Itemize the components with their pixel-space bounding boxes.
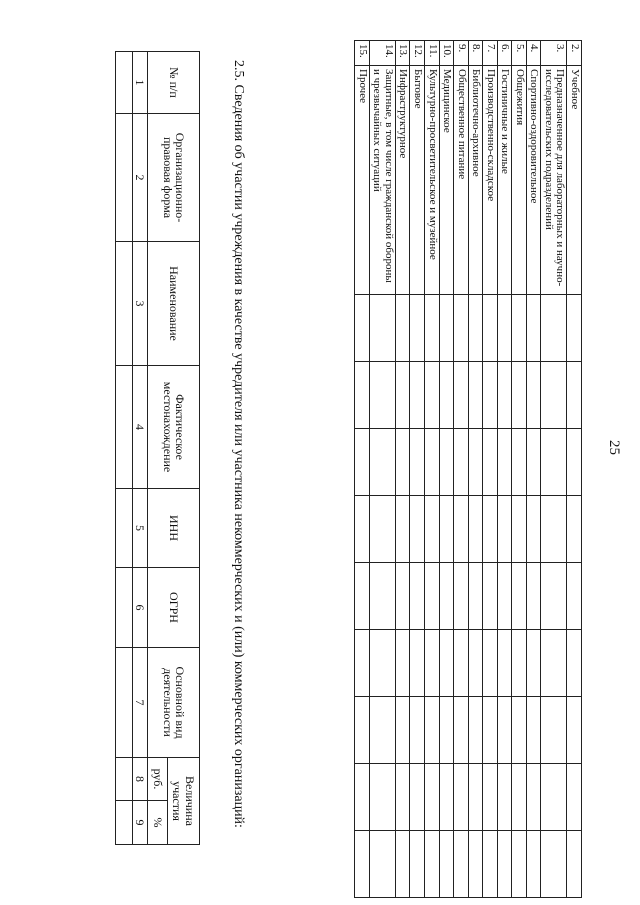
empty-cell [355, 295, 370, 362]
empty-cell [512, 764, 527, 831]
column-number-row [132, 52, 148, 845]
empty-cell [395, 496, 410, 563]
empty-cell [355, 496, 370, 563]
empty-cell [526, 697, 541, 764]
col-number: 2 [132, 114, 148, 242]
empty-cell [541, 563, 567, 630]
empty-cell [567, 831, 582, 898]
empty-cell [355, 563, 370, 630]
empty-cell [439, 764, 454, 831]
empty-cell [115, 648, 132, 758]
empty-cell [369, 362, 395, 429]
empty-cell [468, 764, 483, 831]
empty-cell [526, 362, 541, 429]
col-number: 5 [132, 489, 148, 568]
empty-cell [483, 362, 498, 429]
empty-cell [424, 496, 439, 563]
empty-cell [355, 831, 370, 898]
row-label: Культурно-просветительское и музейное [424, 66, 439, 295]
col-number: 8 [132, 758, 148, 801]
empty-cell [115, 114, 132, 242]
empty-cell [424, 362, 439, 429]
empty-cell [355, 362, 370, 429]
header-activity: Основной вид деятельности [148, 648, 200, 758]
empty-cell [439, 429, 454, 496]
empty-cell [369, 764, 395, 831]
empty-cell [439, 496, 454, 563]
empty-cell [355, 764, 370, 831]
empty-cell [395, 764, 410, 831]
empty-cell [567, 362, 582, 429]
empty-cell [454, 295, 469, 362]
usage-row [567, 41, 582, 898]
col-number: 4 [132, 366, 148, 489]
row-number: 2. [567, 41, 582, 66]
header-num: № п/п [148, 52, 200, 114]
empty-cell [483, 295, 498, 362]
empty-cell [355, 697, 370, 764]
empty-cell [454, 563, 469, 630]
empty-cell [497, 295, 512, 362]
empty-cell [115, 366, 132, 489]
row-label: Защитные, в том числе гражданской обороны и чрезвычайных ситуаций [369, 66, 395, 295]
empty-cell [512, 362, 527, 429]
empty-cell [541, 697, 567, 764]
empty-cell [497, 496, 512, 563]
empty-cell [355, 630, 370, 697]
empty-cell [468, 697, 483, 764]
row-number: 3. [541, 41, 567, 66]
empty-cell [439, 630, 454, 697]
row-label: Общественное питание [454, 66, 469, 295]
col-number: 7 [132, 648, 148, 758]
row-label: Общежития [512, 66, 527, 295]
empty-cell [424, 295, 439, 362]
empty-cell [424, 630, 439, 697]
empty-cell [454, 630, 469, 697]
usage-row [497, 41, 512, 898]
empty-cell [497, 697, 512, 764]
empty-cell [512, 831, 527, 898]
usage-table [354, 40, 582, 898]
empty-cell [439, 362, 454, 429]
usage-row [355, 41, 370, 898]
empty-cell [526, 496, 541, 563]
empty-cell [468, 831, 483, 898]
section-heading: 2.5. Сведения об участии учреждения в качестве учредителя или участника некоммерческих и (или) коммерческих организаций: [231, 60, 246, 828]
page-number: 25 [606, 440, 622, 455]
empty-cell [454, 429, 469, 496]
header-pct: % [148, 801, 168, 845]
empty-cell [439, 831, 454, 898]
empty-cell [483, 496, 498, 563]
empty-cell [369, 630, 395, 697]
empty-cell [424, 429, 439, 496]
empty-cell [512, 295, 527, 362]
row-number: 14. [369, 41, 395, 66]
empty-cell [483, 831, 498, 898]
empty-cell [395, 429, 410, 496]
empty-cell [567, 295, 582, 362]
empty-cell [424, 764, 439, 831]
empty-cell [468, 362, 483, 429]
row-number: 5. [512, 41, 527, 66]
usage-row [369, 41, 395, 898]
col-number: 6 [132, 568, 148, 648]
empty-cell [410, 429, 425, 496]
empty-cell [497, 429, 512, 496]
empty-cell [497, 362, 512, 429]
empty-cell [424, 697, 439, 764]
empty-cell [567, 764, 582, 831]
empty-cell [410, 764, 425, 831]
empty-cell [468, 563, 483, 630]
row-number: 10. [439, 41, 454, 66]
empty-cell [369, 563, 395, 630]
usage-table-body [355, 41, 582, 898]
usage-row [424, 41, 439, 898]
empty-cell [512, 697, 527, 764]
row-label: Спортивно-оздоровительное [526, 66, 541, 295]
empty-cell [468, 295, 483, 362]
empty-cell [512, 429, 527, 496]
empty-cell [483, 630, 498, 697]
empty-cell [526, 764, 541, 831]
row-label: Прочее [355, 66, 370, 295]
usage-row [395, 41, 410, 898]
row-number: 6. [497, 41, 512, 66]
header-ogrn: ОГРН [148, 568, 200, 648]
empty-cell [369, 295, 395, 362]
empty-cell [497, 630, 512, 697]
empty-cell [526, 563, 541, 630]
empty-cell [454, 362, 469, 429]
empty-cell [355, 429, 370, 496]
empty-cell [395, 831, 410, 898]
row-label: Предназначенное для лабораторных и научно-исследовательских подразделений [541, 66, 567, 295]
empty-cell [483, 697, 498, 764]
empty-cell [439, 697, 454, 764]
empty-cell [410, 831, 425, 898]
usage-row [526, 41, 541, 898]
empty-cell [567, 429, 582, 496]
empty-cell [410, 362, 425, 429]
empty-cell [115, 242, 132, 366]
empty-cell [512, 496, 527, 563]
empty-cell [541, 764, 567, 831]
empty-cell [512, 563, 527, 630]
usage-row [454, 41, 469, 898]
empty-cell [115, 758, 132, 801]
empty-cell [541, 295, 567, 362]
header-rub: руб. [148, 758, 168, 801]
empty-row [115, 52, 132, 845]
header-legal-form: Организационно-правовая форма [148, 114, 200, 242]
row-label: Бытовое [410, 66, 425, 295]
row-number: 7. [483, 41, 498, 66]
usage-row [512, 41, 527, 898]
usage-row [483, 41, 498, 898]
col-number: 1 [132, 52, 148, 114]
row-number: 8. [468, 41, 483, 66]
row-number: 13. [395, 41, 410, 66]
row-number: 11. [424, 41, 439, 66]
col-number: 9 [132, 801, 148, 845]
empty-cell [439, 563, 454, 630]
usage-row [468, 41, 483, 898]
empty-cell [526, 831, 541, 898]
header-name: Наименование [148, 242, 200, 366]
empty-cell [115, 568, 132, 648]
empty-cell [115, 801, 132, 845]
row-label: Медицинское [439, 66, 454, 295]
empty-cell [454, 764, 469, 831]
empty-cell [567, 496, 582, 563]
empty-cell [115, 489, 132, 568]
empty-cell [369, 831, 395, 898]
row-label: Производственно-складское [483, 66, 498, 295]
empty-cell [541, 429, 567, 496]
empty-cell [567, 563, 582, 630]
empty-cell [395, 295, 410, 362]
row-number: 15. [355, 41, 370, 66]
row-label: Инфраструктурное [395, 66, 410, 295]
row-label: Гостиничные и жилые [497, 66, 512, 295]
empty-cell [410, 563, 425, 630]
empty-cell [115, 52, 132, 114]
empty-cell [454, 831, 469, 898]
col-number: 3 [132, 242, 148, 366]
empty-cell [369, 429, 395, 496]
empty-cell [541, 362, 567, 429]
empty-cell [395, 563, 410, 630]
empty-cell [424, 563, 439, 630]
empty-cell [567, 697, 582, 764]
empty-cell [410, 697, 425, 764]
usage-row [541, 41, 567, 898]
empty-cell [395, 362, 410, 429]
empty-cell [497, 563, 512, 630]
usage-row [439, 41, 454, 898]
empty-cell [369, 697, 395, 764]
empty-cell [497, 831, 512, 898]
empty-cell [468, 630, 483, 697]
empty-cell [410, 630, 425, 697]
row-label: Библиотечно-архивное [468, 66, 483, 295]
header-inn: ИНН [148, 489, 200, 568]
empty-cell [439, 295, 454, 362]
empty-cell [526, 429, 541, 496]
empty-cell [454, 697, 469, 764]
empty-cell [541, 496, 567, 563]
empty-cell [395, 697, 410, 764]
empty-cell [395, 630, 410, 697]
empty-cell [410, 295, 425, 362]
empty-cell [541, 630, 567, 697]
row-label: Учебное [567, 66, 582, 295]
participation-table [115, 51, 200, 845]
row-number: 9. [454, 41, 469, 66]
empty-cell [497, 764, 512, 831]
empty-cell [468, 496, 483, 563]
empty-cell [424, 831, 439, 898]
empty-cell [410, 496, 425, 563]
empty-cell [483, 764, 498, 831]
empty-cell [483, 429, 498, 496]
empty-cell [454, 496, 469, 563]
row-number: 12. [410, 41, 425, 66]
header-share: Величина участия [167, 758, 199, 845]
empty-cell [567, 630, 582, 697]
empty-cell [526, 295, 541, 362]
empty-cell [483, 563, 498, 630]
row-number: 4. [526, 41, 541, 66]
empty-cell [541, 831, 567, 898]
header-location: Фактическое местонахождение [148, 366, 200, 489]
usage-row [410, 41, 425, 898]
empty-cell [369, 496, 395, 563]
empty-cell [512, 630, 527, 697]
empty-cell [526, 630, 541, 697]
empty-cell [468, 429, 483, 496]
